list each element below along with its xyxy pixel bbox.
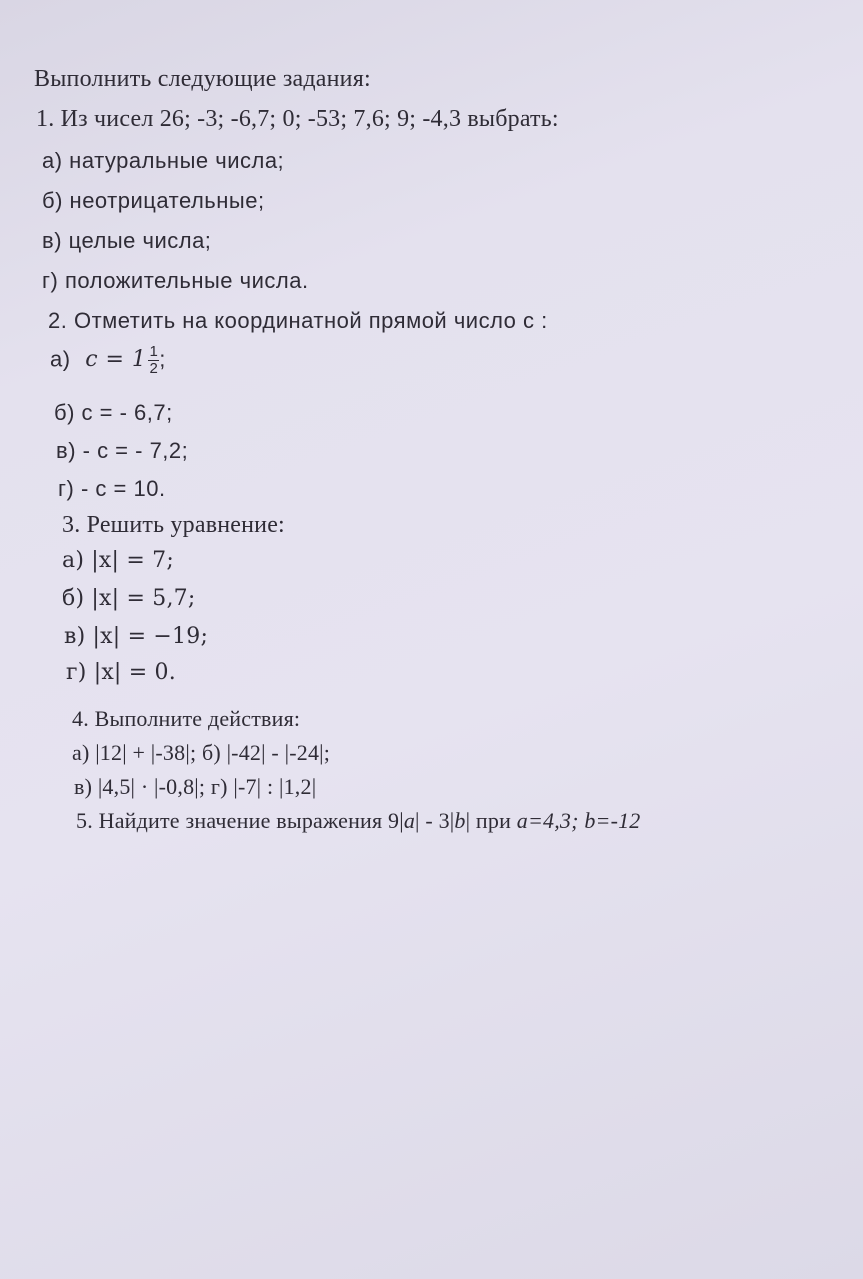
task2-title: 2. Отметить на координатной прямой число с : <box>48 308 548 333</box>
task4-line2: в) |4,5| · |-0,8|; г) |-7| : |1,2| <box>74 774 317 799</box>
task2-item-d: г) - с = 10. <box>58 476 166 501</box>
task2-item-a-expr: c = 1 <box>85 347 147 373</box>
task2-item-a <box>50 344 166 377</box>
task4-line1: а) |12| + |-38|; б) |-42| - |-24|; <box>72 740 331 765</box>
task5-text-2: | - 3| <box>415 808 455 833</box>
task1-title: 1. Из чисел 26; -3; -6,7; 0; -53; 7,6; 9; -4,3 выбрать: <box>36 106 559 132</box>
task5-text-3: | при <box>465 808 517 833</box>
task1-item-c: в) целые числа; <box>42 228 212 253</box>
task4-title: 4. Выполните действия: <box>72 706 301 731</box>
task2-item-a-suffix: ; <box>159 346 166 372</box>
task5-text-1: 5. Найдите значение выражения 9| <box>76 808 404 833</box>
task1-item-b: б) неотрицательные; <box>42 188 265 213</box>
worksheet-heading: Выполнить следующие задания: <box>34 66 371 92</box>
task1-item-a: а) натуральные числа; <box>42 148 285 173</box>
task2-item-a-prefix: а) <box>50 346 71 372</box>
task1-item-d: г) положительные числа. <box>42 268 309 293</box>
task3-item-d: г) |x| = 0. <box>66 660 176 685</box>
task2-item-b: б) с = - 6,7; <box>54 400 173 425</box>
task2-item-c: в) - с = - 7,2; <box>56 438 189 463</box>
task2-item-a-fraction <box>148 344 159 377</box>
fraction-denominator: 2 <box>149 360 159 377</box>
task3-title: 3. Решить уравнение: <box>62 512 285 538</box>
task5-values: a=4,3; b=-12 <box>516 808 641 833</box>
task3-item-c: в) |x| = −19; <box>64 624 209 649</box>
task3-item-a: а) |x| = 7; <box>62 548 174 573</box>
task3-item-b: б) |x| = 5,7; <box>62 586 196 611</box>
fraction-numerator: 1 <box>149 343 159 360</box>
task5-var-b: b <box>454 808 466 833</box>
task5-var-a: a <box>403 808 416 833</box>
task5-line <box>76 808 641 834</box>
